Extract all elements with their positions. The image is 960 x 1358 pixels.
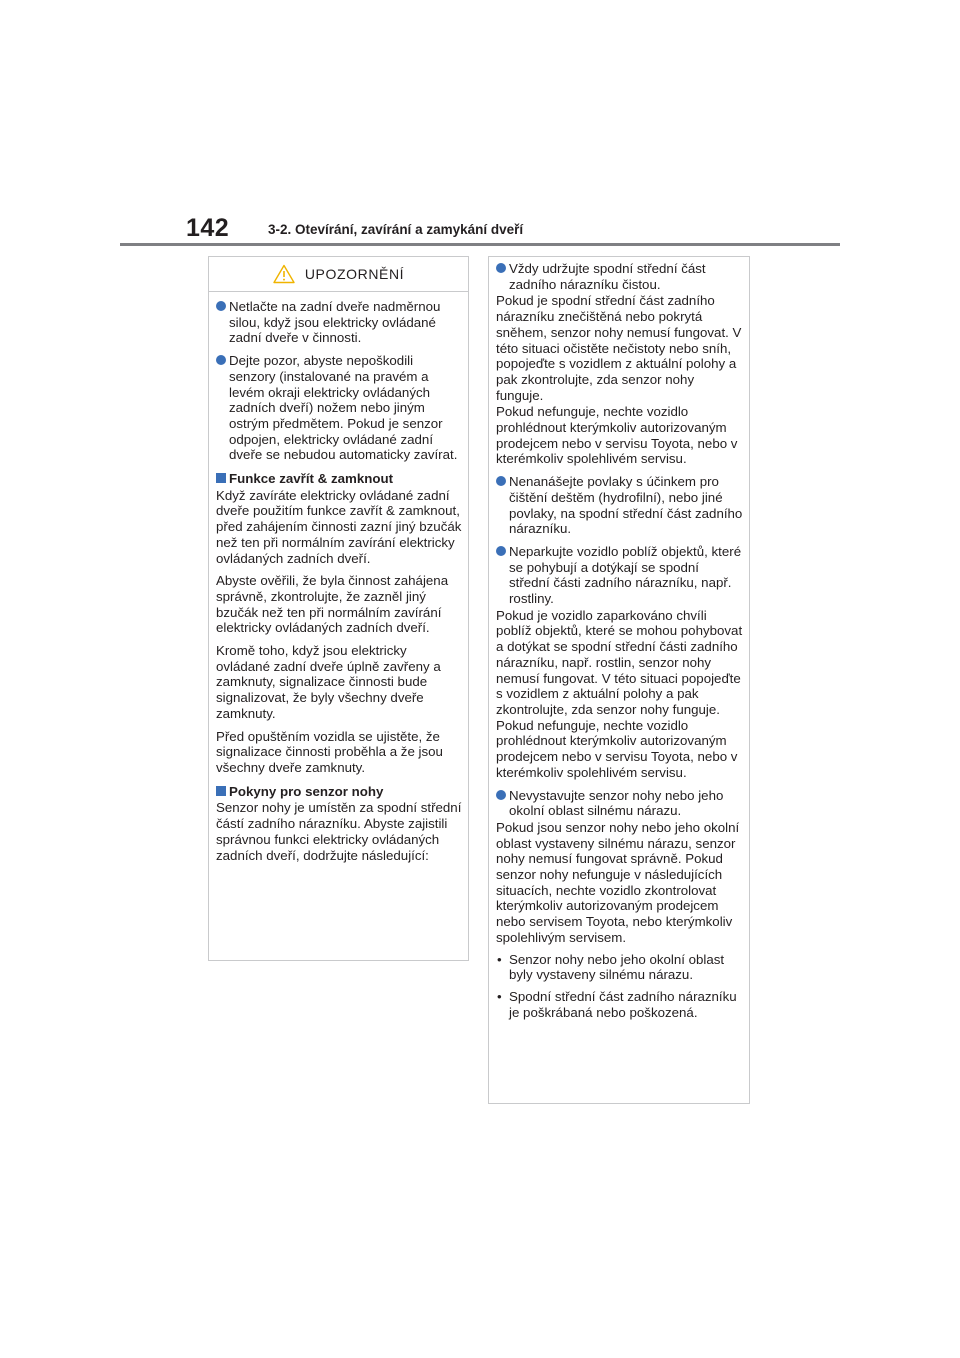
warning-header — [209, 257, 468, 292]
page-number: 142 — [186, 214, 230, 242]
paragraph: Když zavíráte elektricky ovládané zadní dveře použitím funkce zavřít & zamknout, před zahájením činnosti zazní jiný bzučák než ten při normálním zavírání elektricky ovládaných zadních dveří. — [216, 487, 462, 566]
bullet-text: Nevystavujte senzor nohy nebo jeho okolní oblast silnému nárazu. — [509, 787, 724, 819]
header-rule — [120, 243, 840, 246]
warning-box — [208, 256, 469, 961]
warning-content-continued — [489, 257, 749, 1020]
warning-title: UPOZORNĚNÍ — [304, 266, 405, 282]
list-item — [496, 261, 743, 292]
list-item-text: Spodní střední část zadního nárazníku je poškrábaná nebo poškozená. — [509, 988, 737, 1020]
bullet-icon — [496, 790, 506, 800]
bullet-icon — [496, 546, 506, 556]
paragraph: Před opuštěním vozidla se ujistěte, že signalizace činnosti proběhla a že jsou všechny dveře zamknuty. — [216, 728, 443, 775]
paragraph: Kromě toho, když jsou elektricky ovládané zadní dveře úplně zavřeny a zamknuty, signalizace činnosti bude signalizovat, že byly všechny dveře zamknuty. — [216, 643, 441, 721]
list-item — [496, 788, 743, 819]
list-item — [496, 989, 743, 1020]
square-bullet-icon — [216, 473, 226, 483]
subheading-text: Pokyny pro senzor nohy — [229, 783, 384, 799]
bullet-text: Neparkujte vozidlo poblíž objektů, které se pohybují a dotýkají se spodní střední části zadního nárazníku, např. rostliny. — [509, 543, 742, 607]
subheading — [216, 784, 462, 800]
list-item — [216, 353, 462, 463]
square-bullet-icon — [216, 786, 226, 796]
bullet-text: Nenanášejte povlaky s účinkem pro čištění deštěm (hydrofilní), nebo jiné povlaky, na spodní střední část zadního nárazníku. — [509, 474, 743, 537]
bullet-text: Netlačte na zadní dveře nadměrnou silou, když jsou elektricky ovládané zadní dveře v činnosti. — [229, 299, 441, 346]
paragraph: Pokud jsou senzor nohy nebo jeho okolní oblast vystaveny silnému nárazu, senzor nohy nemusí fungovat správně. Pokud senzor nohy nefunguje v následujících situacích, nechte vozidlo zkontrolovat kterýmkoliv autorizovaným prodejcem nebo servisem Toyota, nebo kterýmkoliv spolehlivým servisem. — [496, 819, 740, 945]
bullet-icon — [496, 263, 506, 273]
list-item — [496, 952, 743, 983]
paragraph: Abyste ověřili, že byla činnost zahájena správně, zkontrolujte, že zazněl jiný bzučák než ten při normálním zavírání elektricky ovládaných zadních dveří. — [216, 573, 449, 636]
bullet-icon — [496, 476, 506, 486]
section-title: 3-2. Otevírání, zavírání a zamykání dveří — [268, 222, 524, 237]
subheading — [216, 471, 462, 487]
paragraph: Pokud je vozidlo zaparkováno chvíli poblíž objektů, které se mohou pohybovat a dotýkat se spodní střední části zadního nárazníku, např. rostlin, senzor nohy nemusí fungovat. V této situaci popojeďte s vozidlem z aktuální polohy a pak zkontrolujte, zda senzor nohy funguje. Pokud nefunguje, nechte vozidlo prohlédnout kterýmkoliv autorizovaným prodejcem nebo v servisu Toyota, nebo v kterémkoliv spolehlivém servisu. — [496, 607, 743, 780]
bullet-text: Vždy udržujte spodní střední část zadního nárazníku čistou. — [509, 261, 706, 292]
warning-content — [209, 299, 468, 863]
bullet-icon — [216, 355, 226, 365]
paragraph: Pokud nefunguje, nechte vozidlo prohlédnout kterýmkoliv autorizovaným prodejcem nebo v servisu Toyota, nebo v kterémkoliv spolehlivém servisu. — [496, 404, 738, 467]
paragraph: Senzor nohy je umístěn za spodní střední částí zadního nárazníku. Abyste zajistili správnou funkci elektricky ovládaných zadních dveří, dodržujte následující: — [216, 800, 462, 863]
bullet-icon — [216, 301, 226, 311]
warning-triangle-icon — [273, 264, 295, 284]
list-item — [496, 474, 743, 537]
dash-marker: • — [497, 951, 502, 967]
list-item — [496, 544, 743, 607]
paragraph: Pokud je spodní střední část zadního nárazníku znečištěná nebo pokrytá sněhem, senzor nohy nemusí fungovat. V této situaci očistěte nečistoty nebo sníh, popojeďte s vozidlem z aktuální polohy a pak zkontrolujte, zda senzor nohy funguje. — [496, 293, 742, 403]
subheading-text: Funkce zavřít & zamknout — [229, 471, 394, 487]
list-item-text: Senzor nohy nebo jeho okolní oblast byly vystaveny silnému nárazu. — [509, 951, 725, 983]
dash-marker: • — [497, 988, 502, 1004]
warning-box-continued — [488, 256, 750, 1104]
bullet-text: Dejte pozor, abyste nepoškodili senzory (instalované na pravém a levém okraji elektricky ovládaných zadních dveří) nožem nebo jiným ostrým předmětem. Pokud je senzor odpojen, elektricky ovládané zadní dveře se nebudou automaticky zavírat. — [229, 353, 458, 463]
list-item — [216, 299, 462, 346]
